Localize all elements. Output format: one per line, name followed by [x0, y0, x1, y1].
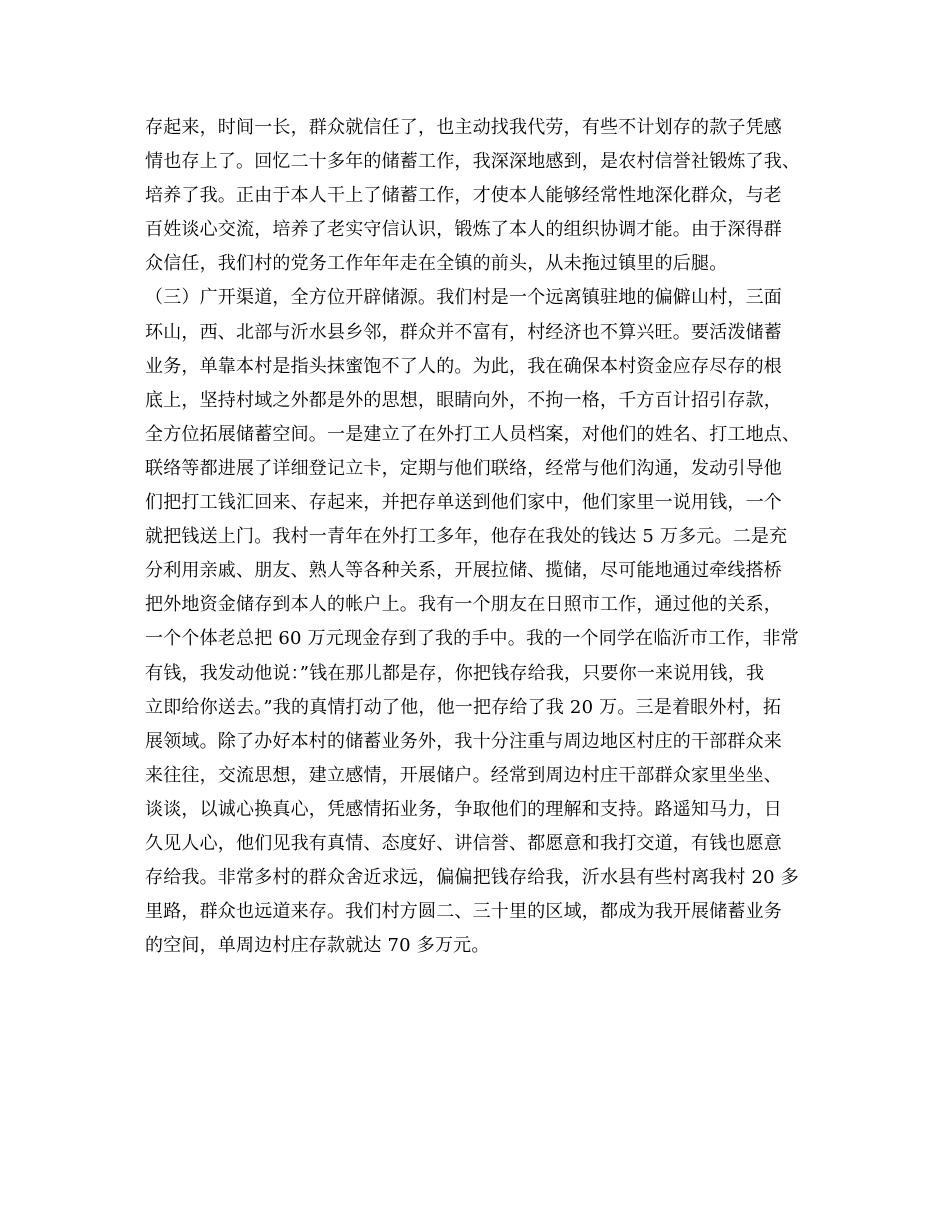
text-line: 存给我。非常多村的群众舍近求远，偏偏把钱存给我，沂水县有些村离我村 20 多: [145, 867, 799, 889]
text-line: 谈谈，以诚心换真心，凭感情拓业务，争取他们的理解和支持。路遥知马力，日: [145, 798, 782, 820]
text-line: 把外地资金储存到本人的帐户上。我有一个朋友在日照市工作，通过他的关系，: [145, 594, 782, 616]
text-line: 展领域。除了办好本村的储蓄业务外，我十分注重与周边地区村庄的干部群众来: [145, 730, 782, 752]
text-line: 有钱，我发动他说：”钱在那儿都是存，你把钱存给我，只要你一来说用钱，我: [145, 662, 765, 684]
text-line: 联络等都进展了详细登记立卡，定期与他们联络，经常与他们沟通，发动引导他: [145, 457, 782, 479]
text-line: 分利用亲戚、朋友、熟人等各种关系，开展拉储、揽储，尽可能地通过牵线搭桥: [145, 560, 782, 582]
section-heading-line: （三）广开渠道，全方位开辟储源。我们村是一个远离镇驻地的偏僻山村，三面: [145, 287, 782, 309]
text-line: 的空间，单周边村庄存款就达 70 多万元。: [145, 935, 490, 957]
text-line: 培养了我。正由于本人干上了储蓄工作，才使本人能够经常性地深化群众，与老: [145, 185, 782, 207]
text-line: 众信任，我们村的党务工作年年走在全镇的前头，从未拖过镇里的后腿。: [145, 253, 728, 275]
text-line: 里路，群众也远道来存。我们村方圆二、三十里的区域，都成为我开展储蓄业务: [145, 901, 782, 923]
body-text: [145, 111, 810, 963]
text-line: 就把钱送上门。我村一青年在外打工多年，他存在我处的钱达 5 万多元。二是充: [145, 526, 788, 548]
text-line: 全方位拓展储蓄空间。一是建立了在外打工人员档案，对他们的姓名、打工地点、: [145, 423, 801, 445]
text-line: 们把打工钱汇回来、存起来，并把存单送到他们家中，他们家里一说用钱，一个: [145, 492, 782, 514]
text-line: 来往往，交流思想，建立感情，开展储户。经常到周边村庄干部群众家里坐坐、: [145, 764, 782, 786]
text-line: 久见人心，他们见我有真情、态度好、讲信誉、都愿意和我打交道，有钱也愿意: [145, 832, 782, 854]
text-line: 一个个体老总把 60 万元现金存到了我的手中。我的一个同学在临沂市工作，非常: [145, 628, 799, 650]
text-line: 立即给你送去。”我的真情打动了他，他一把存给了我 20 万。三是着眼外村，拓: [145, 696, 782, 718]
text-line: 底上，坚持村域之外都是外的思想，眼睛向外，不拘一格，千方百计招引存款，: [145, 389, 782, 411]
text-line: 环山，西、北部与沂水县乡邻，群众并不富有，村经济也不算兴旺。要活泼储蓄: [145, 321, 782, 343]
text-line: 情也存上了。回忆二十多年的储蓄工作，我深深地感到，是农村信誉社锻炼了我、: [145, 151, 801, 173]
text-line: 百姓谈心交流，培养了老实守信认识，锻炼了本人的组织协调才能。由于深得群: [145, 219, 782, 241]
text-line: 业务，单靠本村是指头抹蜜饱不了人的。为此，我在确保本村资金应存尽存的根: [145, 355, 782, 377]
text-line: 存起来，时间一长，群众就信任了，也主动找我代劳，有些不计划存的款子凭感: [145, 117, 782, 138]
